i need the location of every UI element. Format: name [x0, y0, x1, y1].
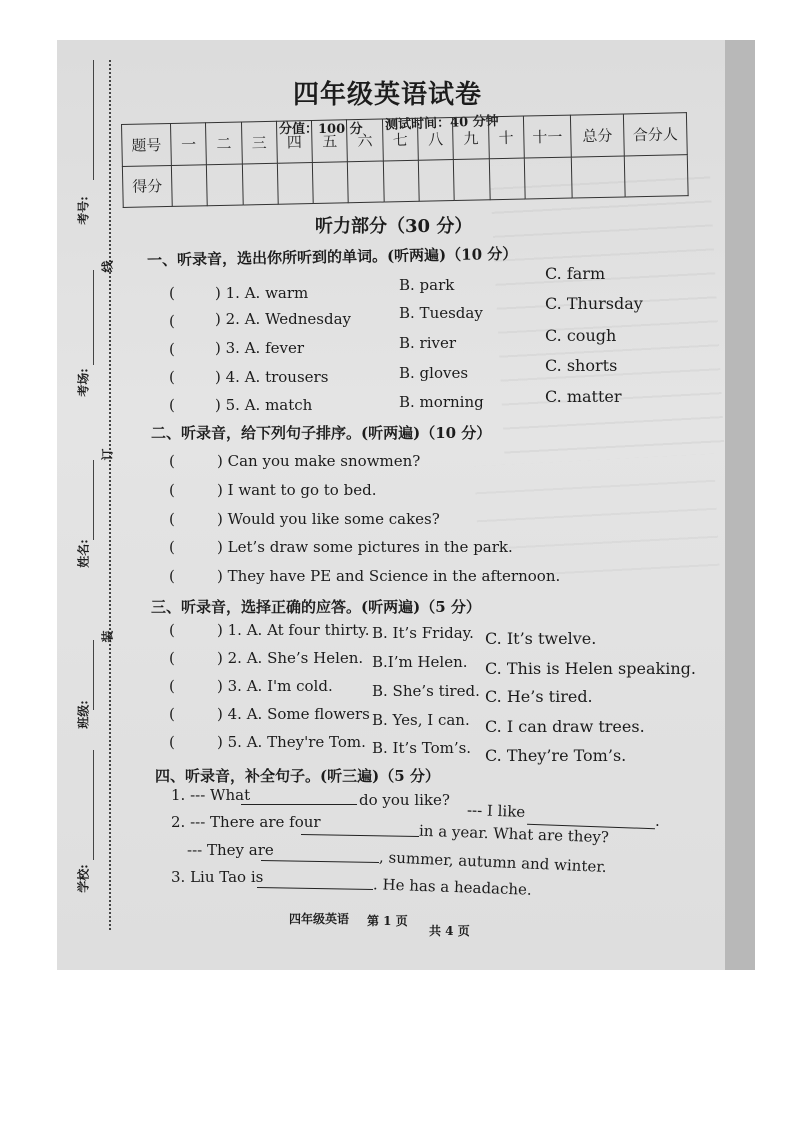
s1-q3-c: C. cough	[545, 326, 617, 345]
score-input-cell[interactable]	[524, 157, 572, 199]
answer-paren[interactable]: (	[169, 733, 175, 751]
score-input-cell[interactable]	[489, 158, 525, 200]
s3-q4-a: ) 4. A. Some flowers	[217, 705, 370, 723]
score-input-cell[interactable]	[454, 158, 490, 200]
answer-paren[interactable]: (	[169, 677, 175, 695]
answer-paren[interactable]: (	[169, 452, 175, 470]
kaochang-blank[interactable]	[93, 270, 94, 365]
zhuang-label: 装	[100, 630, 115, 643]
s3-q3-a: ) 3. A. I'm cold.	[217, 677, 333, 695]
kaohao-label: 考号:	[76, 196, 91, 225]
score-table-cell: 八	[418, 118, 454, 160]
score-table-cell: 七	[382, 118, 418, 160]
s3-q1-b: B. It’s Friday.	[372, 624, 474, 642]
answer-paren[interactable]: (	[169, 340, 175, 358]
s1-q5-a: ) 5. A. match	[215, 396, 313, 414]
section4-title: 四、听录音，补全句子。(听三遍)（5 分）	[155, 767, 440, 785]
xuexiao-blank[interactable]	[93, 750, 94, 860]
xingming-label: 姓名:	[76, 539, 91, 568]
s2-item2: ) I want to go to bed.	[217, 481, 377, 499]
banji-blank[interactable]	[93, 640, 94, 710]
s4-line2-end: in a year. What are they?	[418, 821, 610, 847]
answer-paren[interactable]: (	[169, 481, 175, 499]
s4-blank4[interactable]	[261, 860, 379, 863]
footer-page: 第 1 页	[367, 914, 408, 928]
answer-paren[interactable]: (	[169, 621, 175, 639]
binding-line	[109, 60, 111, 930]
score-table-cell: 二	[206, 122, 242, 164]
score-table-cell: 十	[488, 116, 524, 158]
kaochang-label: 考场:	[76, 368, 91, 397]
score-table-cell: 九	[453, 117, 489, 159]
footer-subject: 四年级英语	[289, 912, 350, 926]
s3-q3-b: B. She’s tired.	[372, 682, 480, 700]
answer-paren[interactable]: (	[169, 705, 175, 723]
answer-paren[interactable]: (	[169, 396, 175, 414]
s4-blank5[interactable]	[257, 887, 373, 890]
score-table-cell: 四	[276, 121, 312, 163]
s1-q2-c: C. Thursday	[545, 294, 643, 313]
score-input-cell[interactable]	[242, 163, 278, 205]
s3-q4-b: B. Yes, I can.	[372, 711, 470, 729]
score-table	[121, 112, 689, 208]
s3-q2-b: B.I’m Helen.	[372, 653, 468, 671]
s2-item4: ) Let’s draw some pictures in the park.	[217, 538, 513, 556]
score-table-cell: 三	[241, 121, 277, 163]
s1-q3-b: B. river	[399, 334, 457, 352]
exam-title: 四年级英语试卷	[293, 80, 483, 110]
footer-total: 共 4 页	[429, 924, 470, 938]
s4-blank3[interactable]	[301, 834, 419, 837]
s3-q5-b: B. It’s Tom’s.	[372, 739, 472, 757]
s3-q2-a: ) 2. A. She’s Helen.	[217, 649, 364, 667]
score-input-cell[interactable]	[624, 154, 688, 197]
s1-q2-b: B. Tuesday	[399, 304, 483, 322]
s1-q1-a: ) 1. A. warm	[215, 284, 309, 302]
s3-q2-c: C. This is Helen speaking.	[485, 659, 696, 678]
xuexiao-label: 学校:	[76, 864, 91, 893]
answer-paren[interactable]: (	[169, 284, 175, 302]
s1-q3-a: ) 3. A. fever	[215, 339, 305, 357]
banji-label: 班级:	[76, 700, 91, 729]
xingming-blank[interactable]	[93, 460, 94, 540]
s3-q3-c: C. He’s tired.	[485, 687, 593, 706]
listening-title: 听力部分（30 分）	[315, 216, 473, 237]
test-time: 测试时间：40 分钟	[384, 114, 499, 133]
score-input-cell[interactable]	[383, 160, 419, 202]
section2-title: 二、听录音，给下列句子排序。(听两遍)（10 分）	[151, 424, 492, 442]
s3-q5-a: ) 5. A. They're Tom.	[217, 733, 366, 751]
answer-paren[interactable]: (	[169, 368, 175, 386]
score-table-cell: 一	[170, 123, 206, 165]
score-table-cell: 得分	[122, 165, 172, 208]
s4-line1-mid: do you like?	[359, 791, 450, 809]
score-input-cell[interactable]	[418, 159, 454, 201]
kaohao-blank[interactable]	[93, 60, 94, 180]
s1-q4-c: C. shorts	[545, 356, 618, 375]
score-table-cell: 合分人	[623, 113, 687, 156]
s1-q1-b: B. park	[399, 276, 455, 294]
score-table-cell: 十一	[523, 115, 571, 157]
score-input-cell[interactable]	[348, 161, 384, 203]
answer-paren[interactable]: (	[169, 567, 175, 585]
score-table-cell: 六	[347, 119, 383, 161]
score-table-cell: 题号	[122, 123, 172, 166]
ding-label: 订	[100, 448, 115, 461]
s4-blank1[interactable]	[241, 804, 357, 805]
s3-q1-c: C. It’s twelve.	[485, 629, 597, 648]
score-input-cell[interactable]	[277, 162, 313, 204]
s3-q4-c: C. I can draw trees.	[485, 717, 645, 736]
s4-line4-start: 3. Liu Tao is	[171, 868, 264, 886]
s1-q4-b: B. gloves	[399, 364, 469, 382]
score-full: 分值：100 分	[279, 122, 363, 137]
section3-title: 三、听录音，选择正确的应答。(听两遍)（5 分）	[151, 598, 481, 616]
s2-item1: ) Can you make snowmen?	[217, 452, 421, 470]
xian-label: 线	[100, 260, 115, 273]
s1-q1-c: C. farm	[545, 264, 606, 283]
s3-q1-a: ) 1. A. At four thirty.	[217, 621, 370, 639]
score-input-cell[interactable]	[571, 155, 625, 198]
exam-sheet	[57, 40, 725, 970]
s2-item5: ) They have PE and Science in the afternoon.	[217, 567, 561, 585]
answer-paren[interactable]: (	[169, 312, 175, 330]
s4-line1-end: .	[655, 812, 660, 830]
section1-title: 一、听录音，选出你所听到的单词。(听两遍)（10 分）	[146, 244, 518, 270]
background-strip	[725, 40, 755, 970]
score-table-cell: 总分	[570, 114, 624, 157]
s4-line2-start: 2. --- There are four	[171, 813, 321, 831]
score-input-cell[interactable]	[207, 163, 243, 205]
s4-line3-end: , summer, autumn and winter.	[378, 848, 607, 876]
s4-line1-answer: --- I like	[466, 800, 526, 822]
s3-q5-c: C. They’re Tom’s.	[485, 746, 627, 765]
s4-line4-end: . He has a headache.	[372, 875, 533, 899]
s4-line3-start: --- They are	[187, 841, 274, 859]
s1-q5-b: B. morning	[399, 393, 484, 411]
answer-paren[interactable]: (	[169, 510, 175, 528]
s2-item3: ) Would you like some cakes?	[217, 510, 440, 528]
scanned-photo	[57, 40, 755, 970]
score-input-cell[interactable]	[171, 164, 207, 206]
score-input-cell[interactable]	[313, 161, 349, 203]
s1-q5-c: C. matter	[545, 387, 622, 406]
answer-paren[interactable]: (	[169, 538, 175, 556]
s1-q2-a: ) 2. A. Wednesday	[215, 310, 351, 328]
s1-q4-a: ) 4. A. trousers	[215, 368, 329, 386]
s4-line1-start: 1. --- What	[171, 786, 251, 804]
score-table-cell: 五	[312, 120, 348, 162]
answer-paren[interactable]: (	[169, 649, 175, 667]
